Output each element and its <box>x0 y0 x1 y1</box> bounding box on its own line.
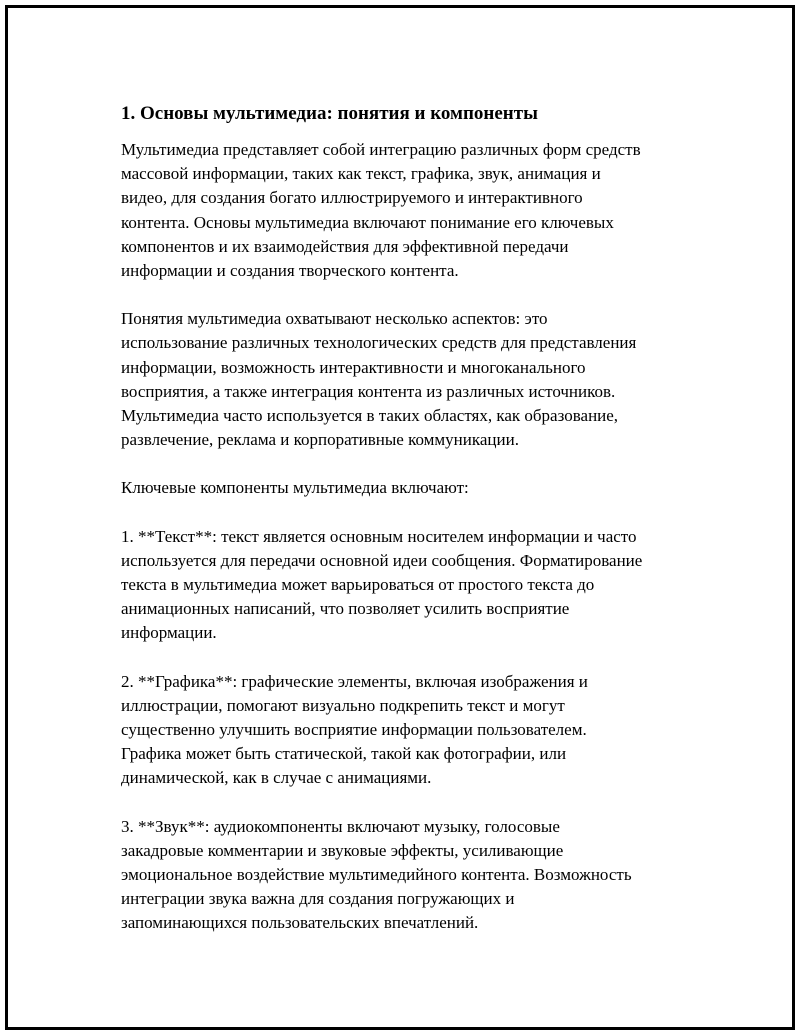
paragraph-line: контента. Основы мультимедиа включают понимание его ключевых <box>121 212 614 232</box>
paragraph-line: Графика может быть статической, такой как фотографии, или <box>121 744 567 764</box>
document-body <box>121 102 711 960</box>
paragraph <box>121 307 711 452</box>
paragraph-line: информации. <box>121 623 217 643</box>
paragraph-line: массовой информации, таких как текст, графика, звук, анимация и <box>121 164 601 184</box>
paragraph-line: интеграции звука важна для создания погружающих и <box>121 889 515 909</box>
paragraph-line: использование различных технологических средств для представления <box>121 333 637 353</box>
paragraph-line: 2. **Графика**: графические элементы, включая изображения и <box>121 671 588 691</box>
paragraph-line: запоминающихся пользовательских впечатлений. <box>121 913 479 933</box>
paragraph-line: динамической, как в случае с анимациями. <box>121 768 432 788</box>
paragraph-line: восприятия, а также интеграция контента из различных источников. <box>121 381 616 401</box>
paragraph-line: закадровые комментарии и звуковые эффекты, усиливающие <box>121 840 564 860</box>
paragraph-line: Понятия мультимедиа охватывают несколько аспектов: это <box>121 309 548 329</box>
paragraph-line: видео, для создания богато иллюстрируемого и интерактивного <box>121 188 583 208</box>
paragraph-line: информации, возможность интерактивности и многоканального <box>121 357 586 377</box>
paragraph-line: используется для передачи основной идеи сообщения. Форматирование <box>121 550 643 570</box>
paragraph <box>121 476 711 500</box>
paragraph <box>121 138 711 283</box>
paragraph-line: Мультимедиа представляет собой интеграцию различных форм средств <box>121 140 641 159</box>
paragraph-line: Мультимедиа часто используется в таких областях, как образование, <box>121 406 619 426</box>
paragraph-line: анимационных написаний, что позволяет усилить восприятие <box>121 599 570 619</box>
paragraph <box>121 525 711 646</box>
paragraph-line: компонентов и их взаимодействия для эффективной передачи <box>121 236 569 256</box>
paragraph <box>121 670 711 791</box>
paragraph-line: развлечение, реклама и корпоративные коммуникации. <box>121 430 519 450</box>
paragraph-line: иллюстрации, помогают визуально подкрепить текст и могут <box>121 695 565 715</box>
paragraph-line: текста в мультимедиа может варьироваться от простого текста до <box>121 575 595 595</box>
paragraph-line: 1. **Текст**: текст является основным носителем информации и часто <box>121 526 637 546</box>
paragraph-line: эмоциональное воздействие мультимедийного контента. Возможность <box>121 865 632 885</box>
section-heading: 1. Основы мультимедиа: понятия и компоненты <box>121 103 538 124</box>
paragraph-line: 3. **Звук**: аудиокомпоненты включают музыку, голосовые <box>121 816 560 836</box>
page-border <box>5 5 795 1030</box>
paragraph <box>121 815 711 936</box>
paragraph-line: Ключевые компоненты мультимедиа включают: <box>121 478 469 498</box>
paragraph-line: информации и создания творческого контента. <box>121 261 459 281</box>
paragraph-line: существенно улучшить восприятие информации пользователем. <box>121 720 587 740</box>
paragraph-list <box>121 138 711 936</box>
